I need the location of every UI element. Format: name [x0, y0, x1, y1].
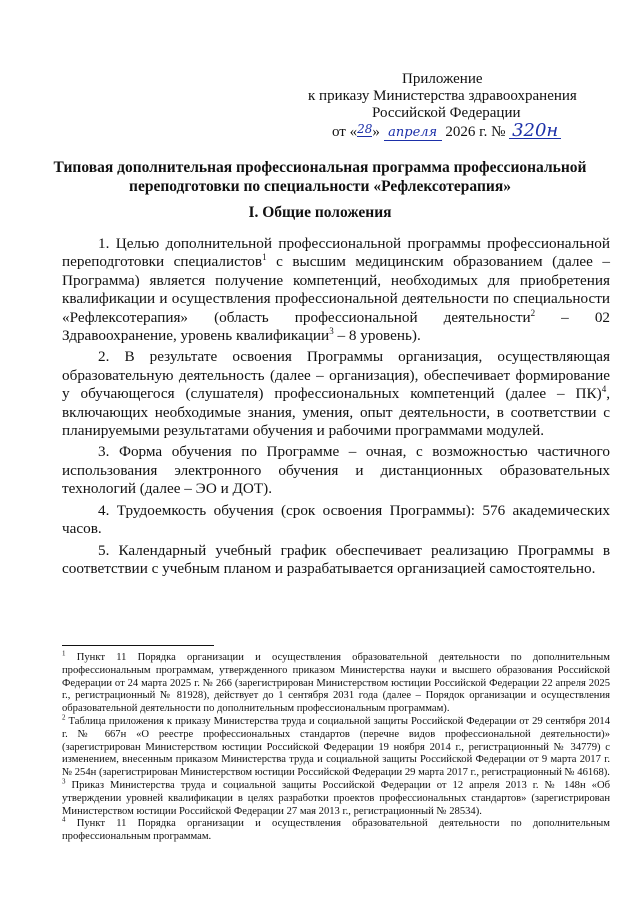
footnotes: [62, 649, 610, 844]
handwritten-month: апреля: [384, 126, 442, 141]
paragraph-4: 4. Трудоемкость обучения (срок освоения Программы): 576 академических часов.: [62, 501, 610, 538]
footnote-number: 1: [62, 649, 66, 658]
footnote-number: 4: [62, 815, 66, 824]
footnote-text: Пункт 11 Порядка организации и осуществления образовательной деятельности по дополнительным профессиональным программам.: [62, 818, 610, 843]
paragraph-1-text-d: – 8 уровень).: [333, 327, 421, 345]
footnote-text: Приказ Министерства труда и социальной защиты Российской Федерации от 12 апреля 2013 г. № 148н «Об утверждении уровней квалификации в целях разработки проектов профессиональных стандартов» (зарегистрирован Министерством юстиции Российской Федерации 27 мая 2013 г., регистрационный № 28534).: [62, 779, 610, 817]
footnote-number: 2: [62, 713, 66, 722]
date-quote-close: »: [372, 124, 380, 140]
footnote-text: Таблица приложения к приказу Министерства труда и социальной защиты Российской Федерации от 29 сентября 2014 г. № 667н «О реестре профессиональных стандартов (перечне видов профессиональной деятельности)» (зарегистрирован Министерством юстиции Российской Федерации 19 ноября 2014 г., регистрационный № 34779) с изменением, внесенным приказом Министерства труда и социальной защиты Российской Федерации от 9 марта 2017 г. № 254н (зарегистрирован Министерством юстиции Российской Федерации 29 марта 2017 г., регистрационный № 46168).: [62, 715, 610, 779]
paragraph-1-text-c: – 02 Здравоохранение, уровень квалификации: [62, 308, 611, 345]
footnote-2: [62, 713, 610, 780]
footnote-3: [62, 777, 610, 818]
document-title: Типовая дополнительная профессиональная программа профессиональной переподготовки по специальности «Рефлексотерапия»: [53, 159, 587, 195]
paragraph-1-text-a: 1. Целью дополнительной профессиональной программы профессиональной переподготовки специалистов: [62, 235, 610, 271]
paragraph-1: [62, 235, 610, 345]
appendix-country: Российской Федерации: [372, 105, 521, 121]
appendix-order-ref: к приказу Министерства здравоохранения: [308, 88, 577, 104]
date-prefix: от «: [332, 124, 358, 140]
handwritten-day: 28: [357, 122, 373, 136]
paragraph-2-text-b: , включающих необходимые знания, умения, опыт деятельности, в соответствии с планируемыми результатами обучения и рабочими программами модулей.: [62, 385, 610, 440]
paragraph-2: [62, 348, 610, 440]
footnote-ref-3: 3: [329, 325, 334, 336]
footnote-ref-2: 2: [530, 307, 536, 318]
appendix-title: Приложение: [402, 71, 483, 87]
paragraph-1-text-b: с высшим медицинским образованием (далее – Программа) является получение компетенций, необходимых для приобретения квалификации и осуществления профессиональной деятельности по специальности «Рефлексотерапия» (область профессиональной деятельности: [62, 253, 610, 326]
section-heading: I. Общие положения: [248, 204, 392, 221]
footnote-1: [62, 649, 610, 716]
handwritten-order-number: 320н: [509, 124, 561, 139]
appendix-date-line: [300, 122, 600, 141]
document-body: [62, 235, 610, 578]
paragraph-5: 5. Календарный учебный график обеспечивает реализацию Программы в соответствии с учебным планом и разрабатывается организацией самостоятельно.: [62, 541, 610, 577]
footnote-text: Пункт 11 Порядка организации и осуществления образовательной деятельности по дополнительным профессиональным программам, утвержденного приказом Министерства науки и высшего образования Российской Федерации от 24 марта 2025 г. № 266 (зарегистрирован Министерством юстиции Российской Федерации 22 апреля 2025 г., регистрационный № 81928), действует до 1 сентября 2031 года (далее – Порядок организации и осуществления образовательной деятельности по дополнительным профессиональным программам).: [62, 652, 610, 715]
paragraph-3: 3. Форма обучения по Программе – очная, с возможностью частичного использования электронного обучения и дистанционных образовательных технологий (далее – ЭО и ДОТ).: [62, 443, 610, 498]
date-year: 2026 г. №: [445, 124, 506, 140]
paragraph-2-text-a: 2. В результате освоения Программы организация, осуществляющая образовательную деятельность (далее – организация), обеспечивает формирование у обучающегося (слушателя) профессиональных компетенций (далее – ПК): [62, 348, 610, 403]
appendix-block: [300, 71, 600, 141]
footnote-4: [62, 815, 610, 844]
footnote-ref-4: 4: [601, 384, 607, 395]
footnote-number: 3: [62, 777, 66, 786]
footnote-separator: [62, 645, 214, 646]
footnote-ref-1: 1: [262, 252, 267, 263]
